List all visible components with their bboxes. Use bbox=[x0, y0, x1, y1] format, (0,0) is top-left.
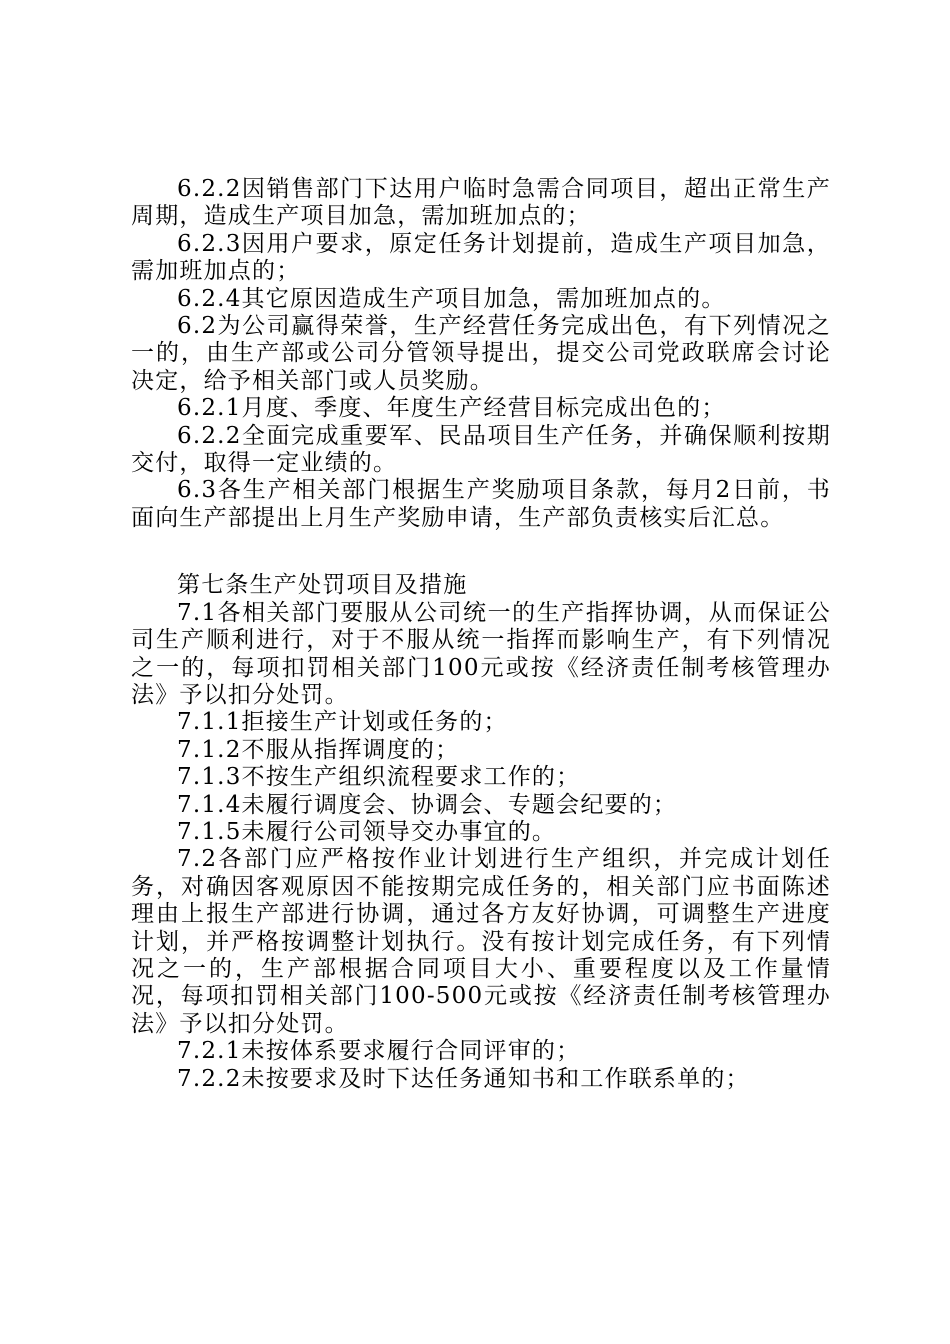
paragraph-7-2: 7.2各部门应严格按作业计划进行生产组织，并完成计划任务，对确因客观原因不能按期完成任务的，相关部门应书面陈述理由上报生产部进行协调，通过各方友好协调，可调整生产进度计划，并严格按调整计划执行。没有按计划完成任务，有下列情况之一的，生产部根据合同项目大小、重要程度以及工作量情况，每项扣罚相关部门100-500元或按《经济责任制考核管理办法》予以扣分处罚。 bbox=[131, 846, 831, 1037]
paragraph-6-2-3: 6.2.3因用户要求，原定任务计划提前，造成生产项目加急，需加班加点的； bbox=[131, 230, 831, 285]
paragraph-7-1-2: 7.1.2不服从指挥调度的； bbox=[177, 736, 460, 763]
paragraph-6-2-4: 6.2.4其它原因造成生产项目加急，需加班加点的。 bbox=[177, 285, 726, 312]
paragraph-7-1-4: 7.1.4未履行调度会、协调会、专题会纪要的； bbox=[177, 791, 678, 818]
section-gap bbox=[131, 532, 831, 572]
paragraph-6-2: 6.2为公司赢得荣誉，生产经营任务完成出色，有下列情况之一的，由生产部或公司分管领导提出，提交公司党政联席会讨论决定，给予相关部门或人员奖励。 bbox=[131, 313, 831, 394]
paragraph-6-2-2-a: 6.2.2因销售部门下达用户临时急需合同项目，超出正常生产周期，造成生产项目加急，需加班加点的； bbox=[131, 176, 831, 230]
paragraph-7-2-1: 7.2.1未按体系要求履行合同评审的； bbox=[177, 1038, 581, 1065]
paragraph-6-2-1: 6.2.1月度、季度、年度生产经营目标完成出色的； bbox=[177, 395, 726, 422]
paragraph-7-1-5: 7.1.5未履行公司领导交办事宜的。 bbox=[177, 818, 557, 845]
paragraph-7-1: 7.1各相关部门要服从公司统一的生产指挥协调，从而保证公司生产顺利进行，对于不服从统一指挥而影响生产，有下列情况之一的，每项扣罚相关部门100元或按《经济责任制考核管理办法》予以扣分处罚。 bbox=[131, 599, 831, 708]
paragraph-7-1-3: 7.1.3不按生产组织流程要求工作的； bbox=[177, 764, 581, 791]
paragraph-6-3: 6.3各生产相关部门根据生产奖励项目条款，每月2日前，书面向生产部提出上月生产奖励申请，生产部负责核实后汇总。 bbox=[131, 477, 831, 531]
paragraph-6-2-2-b: 6.2.2全面完成重要军、民品项目生产任务，并确保顺利按期交付，取得一定业绩的。 bbox=[131, 422, 831, 477]
paragraph-7-1-1: 7.1.1拒接生产计划或任务的； bbox=[177, 709, 508, 736]
document-body bbox=[131, 176, 831, 1093]
paragraph-7-2-2: 7.2.2未按要求及时下达任务通知书和工作联系单的； bbox=[177, 1065, 750, 1092]
section-7-heading: 第七条生产处罚项目及措施 bbox=[177, 572, 468, 599]
